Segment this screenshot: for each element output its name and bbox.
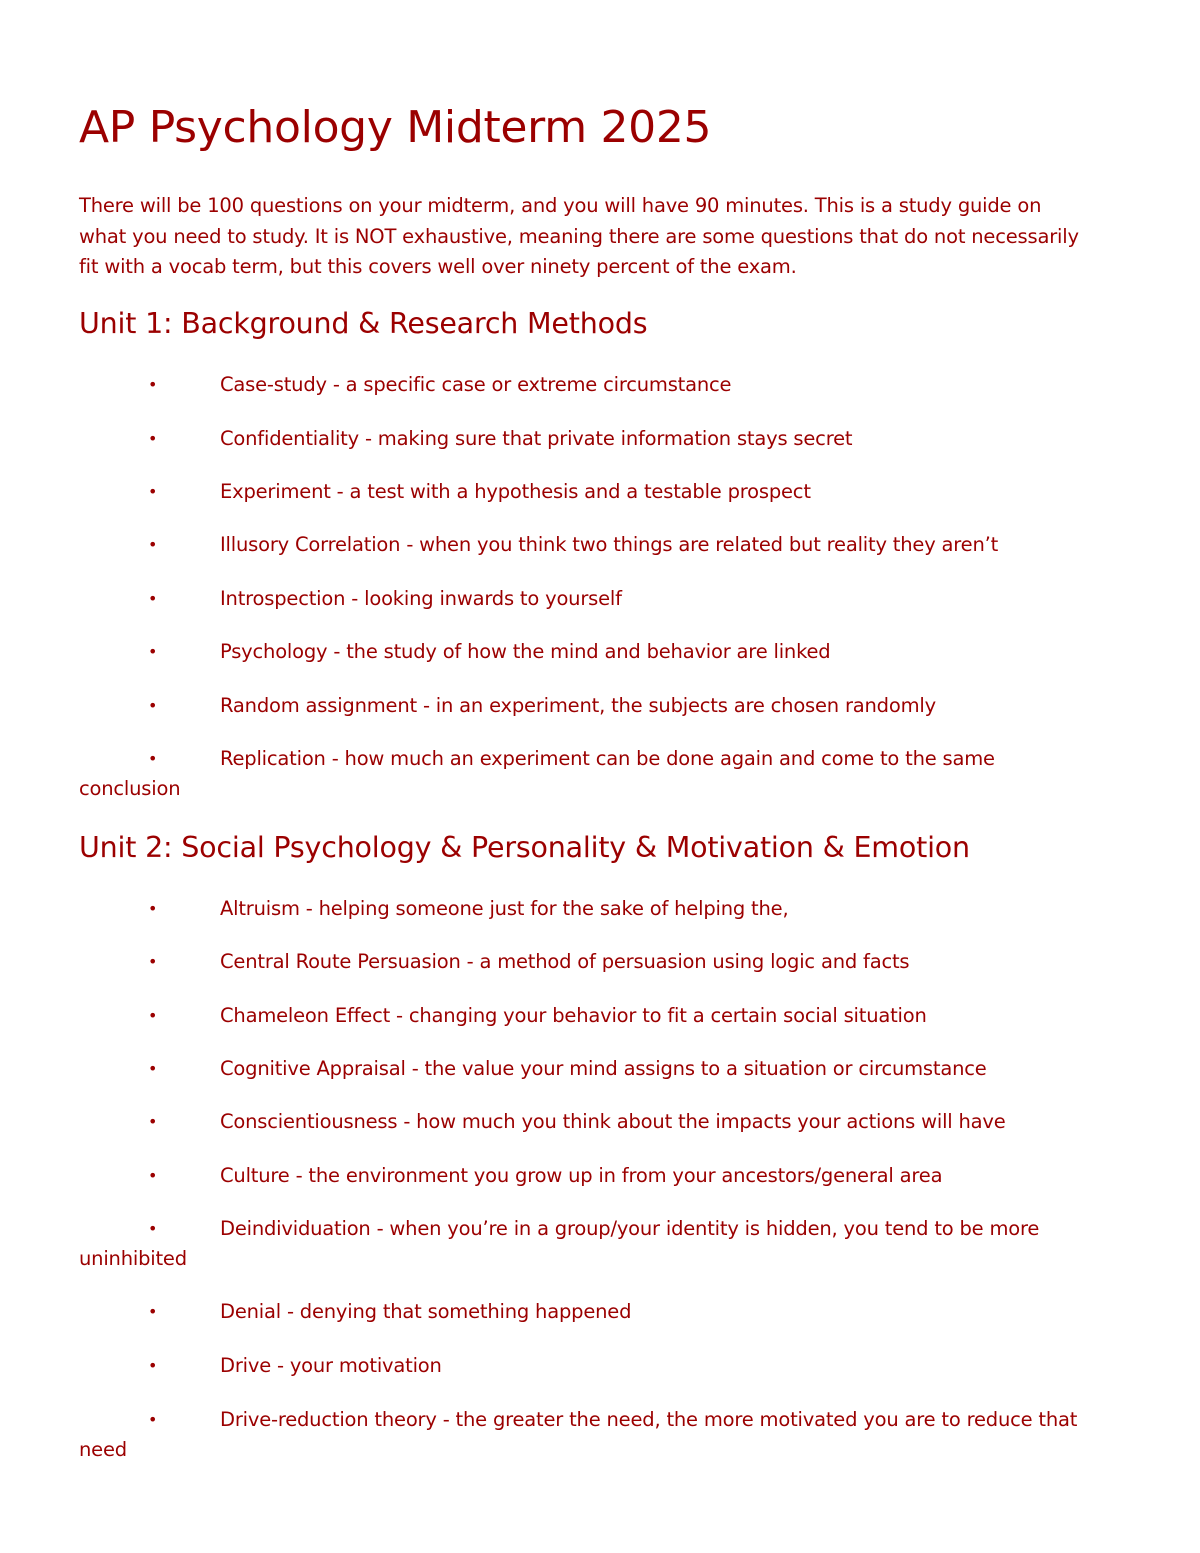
document-title: AP Psychology Midterm 2025: [79, 102, 712, 153]
term-text: Denial - denying that something happened: [220, 1300, 632, 1323]
bullet-icon: •: [148, 1166, 158, 1185]
term-text: Chameleon Effect - changing your behavior to fit a certain social situation: [220, 1004, 927, 1027]
intro-paragraph: [79, 191, 1139, 283]
bullet-icon: •: [148, 1219, 158, 1238]
unit-1-heading: Unit 1: Background & Research Methods: [79, 307, 648, 340]
term-text-continuation: need: [79, 1438, 127, 1461]
bullet-icon: •: [148, 375, 158, 394]
bullet-icon: •: [148, 749, 158, 768]
bullet-icon: •: [148, 642, 158, 661]
term-text: Cognitive Appraisal - the value your mind assigns to a situation or circumstance: [220, 1057, 987, 1080]
bullet-icon: •: [148, 535, 158, 554]
bullet-icon: •: [148, 1006, 158, 1025]
term-text: Altruism - helping someone just for the sake of helping the,: [220, 897, 789, 920]
bullet-icon: •: [148, 1356, 158, 1375]
term-text: Deindividuation - when you’re in a group/your identity is hidden, you tend to be more: [220, 1217, 1040, 1240]
term-text: Replication - how much an experiment can be done again and come to the same: [220, 747, 995, 770]
bullet-icon: •: [148, 1112, 158, 1131]
term-text-continuation: uninhibited: [79, 1247, 187, 1270]
term-text: Drive-reduction theory - the greater the need, the more motivated you are to reduce that: [220, 1408, 1078, 1431]
term-text: Confidentiality - making sure that private information stays secret: [220, 427, 853, 450]
term-text: Psychology - the study of how the mind and behavior are linked: [220, 640, 831, 663]
term-text: Case-study - a specific case or extreme circumstance: [220, 373, 732, 396]
term-text: Drive - your motivation: [220, 1354, 442, 1377]
bullet-icon: •: [148, 952, 158, 971]
bullet-icon: •: [148, 1302, 158, 1321]
term-text: Central Route Persuasion - a method of persuasion using logic and facts: [220, 950, 910, 973]
term-text: Culture - the environment you grow up in from your ancestors/general area: [220, 1164, 943, 1187]
bullet-icon: •: [148, 1410, 158, 1429]
term-text-continuation: conclusion: [79, 777, 181, 800]
term-text: Random assignment - in an experiment, the subjects are chosen randomly: [220, 694, 936, 717]
bullet-icon: •: [148, 696, 158, 715]
bullet-icon: •: [148, 589, 158, 608]
term-text: Experiment - a test with a hypothesis and a testable prospect: [220, 480, 811, 503]
unit-2-heading: Unit 2: Social Psychology & Personality & Motivation & Emotion: [79, 831, 970, 864]
intro-line: fit with a vocab term, but this covers well over ninety percent of the exam.: [79, 255, 797, 278]
bullet-icon: •: [148, 1059, 158, 1078]
bullet-icon: •: [148, 482, 158, 501]
term-text: Conscientiousness - how much you think about the impacts your actions will have: [220, 1110, 1006, 1133]
intro-line: what you need to study. It is NOT exhaustive, meaning there are some questions that do not necessarily: [79, 224, 1079, 248]
bullet-icon: •: [148, 429, 158, 448]
bullet-icon: •: [148, 899, 158, 918]
intro-line: There will be 100 questions on your midterm, and you will have 90 minutes. This is a study guide on: [79, 194, 1042, 217]
term-text: Introspection - looking inwards to yourself: [220, 587, 622, 610]
term-text: Illusory Correlation - when you think two things are related but reality they aren’t: [220, 533, 999, 556]
